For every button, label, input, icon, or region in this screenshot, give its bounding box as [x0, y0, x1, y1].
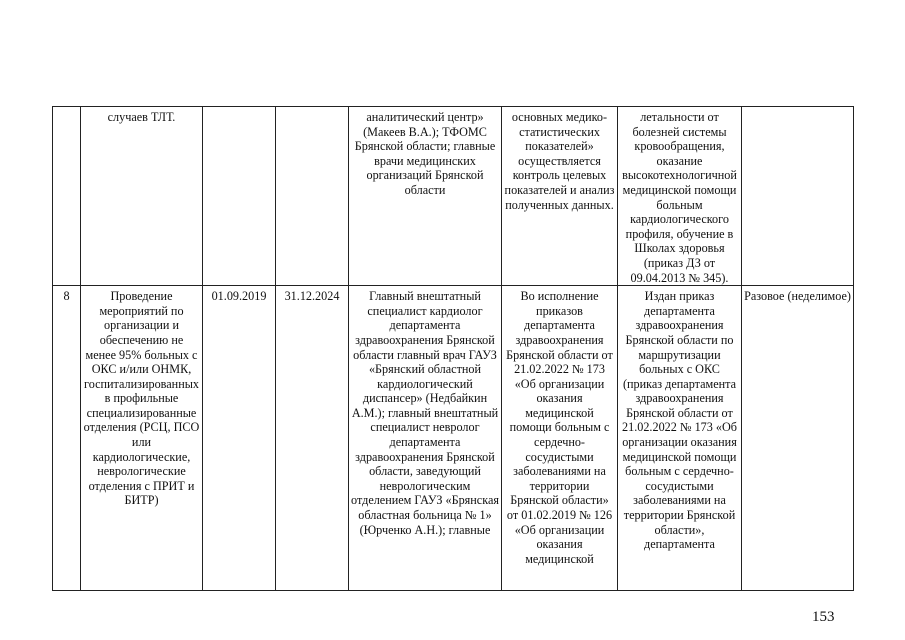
cell-type: Разовое (неделимое): [742, 286, 854, 591]
measures-table: [52, 106, 854, 591]
cell-end-date: 31.12.2024: [276, 286, 349, 591]
cell-responsible: аналитический центр» (Макеев В.А.); ТФОМС Брянской области; главные врачи медицинских организаций Брянской области: [349, 107, 502, 286]
cell-number: 8: [53, 286, 81, 591]
cell-start-date: [203, 107, 276, 286]
cell-end-date: [276, 107, 349, 286]
cell-measure: случаев ТЛТ.: [81, 107, 203, 286]
cell-result: летальности от болезней системы кровообращения, оказание высокотехнологичной медицинской помощи больным кардиологического профиля, обучение в Школах здоровья (приказ ДЗ от 09.04.2013 № 345).: [618, 107, 742, 286]
cell-description: Во исполнение приказов департамента здравоохранения Брянской области от 21.02.2022 № 173 «Об организации оказания медицинской помощи больным с сердечно-сосудистыми заболеваниями на территории Брянской области» от 01.02.2019 № 126 «Об организации оказания медицинской: [502, 286, 618, 591]
cell-start-date: 01.09.2019: [203, 286, 276, 591]
table-row: [53, 286, 854, 591]
table-row: [53, 107, 854, 286]
cell-description: основных медико-статистических показателей» осуществляется контроль целевых показателей и анализ полученных данных.: [502, 107, 618, 286]
cell-measure: Проведение мероприятий по организации и обеспечению не менее 95% больных с ОКС и/или ОНМК, госпитализированных в профильные специализированные отделения (РСЦ, ПСО или кардиологические, неврологические отделения с ПРИТ и БИТР): [81, 286, 203, 591]
page-number: 153: [812, 609, 835, 625]
cell-number: [53, 107, 81, 286]
cell-result: Издан приказ департамента здравоохранения Брянской области по маршрутизации больных с ОКС (приказ департамента здравоохранения Брянской области от 21.02.2022 № 173 «Об организации оказания медицинской помощи больным с сердечно-сосудистыми заболеваниями на территории Брянской области», департамента: [618, 286, 742, 591]
cell-type: [742, 107, 854, 286]
cell-responsible: Главный внештатный специалист кардиолог департамента здравоохранения Брянской области главный врач ГАУЗ «Брянский областной кардиологический диспансер» (Недбайкин А.М.); главный внештатный специалист невролог департамента здравоохранения Брянской области, заведующий неврологическим отделением ГАУЗ «Брянская областная больница № 1» (Юрченко А.Н.); главные: [349, 286, 502, 591]
